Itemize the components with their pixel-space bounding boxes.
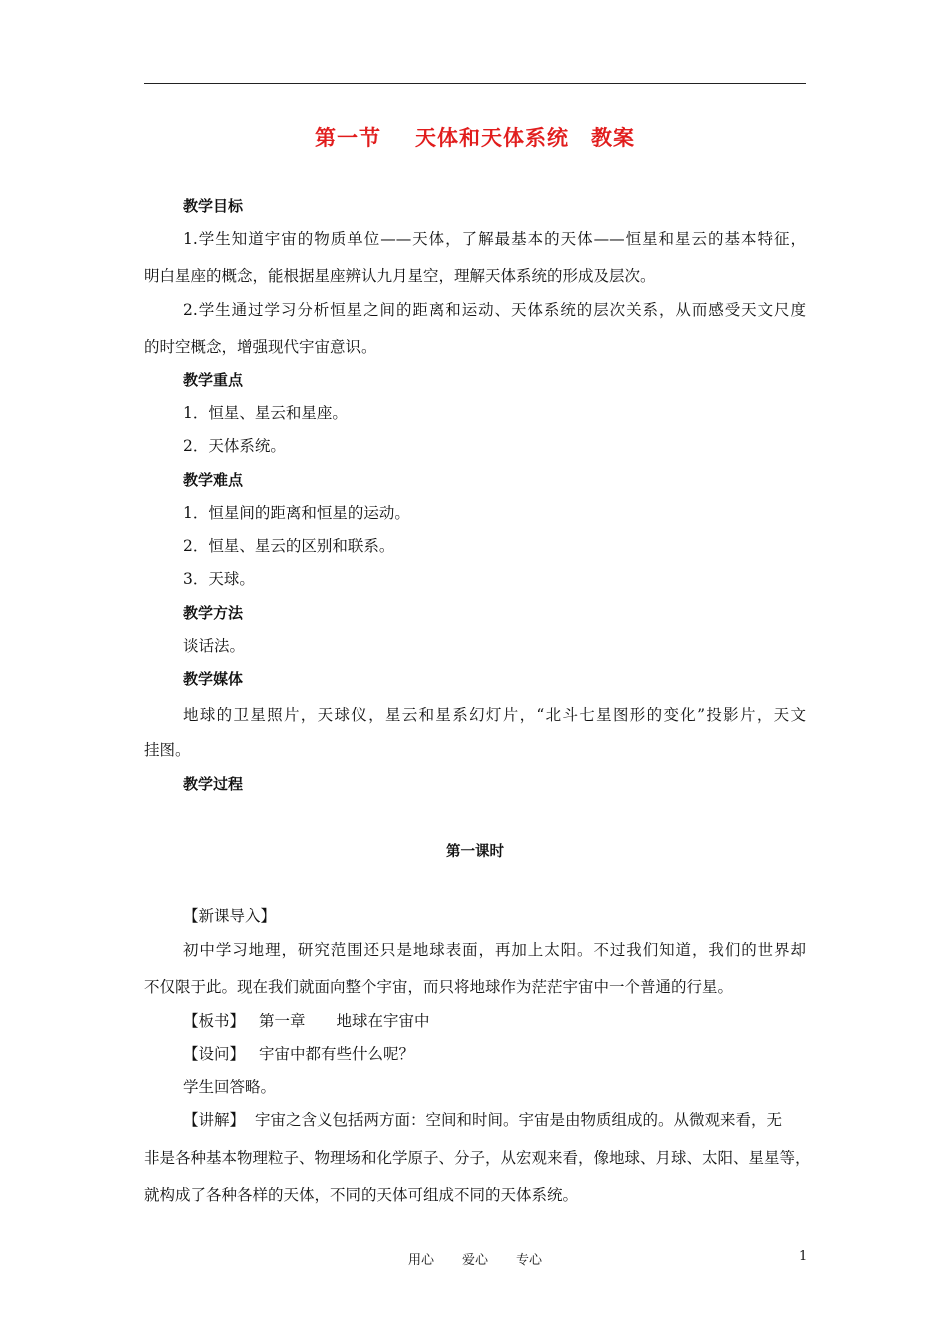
intro-tag: 【新课导入】 (183, 907, 277, 925)
goals-item2-line2: 的时空概念，增强现代宇宙意识。 (144, 338, 377, 356)
media-line2: 挂图。 (144, 741, 191, 759)
page-footer (0, 1249, 950, 1268)
board-line (183, 1011, 430, 1031)
question-line (183, 1044, 414, 1064)
lesson-heading: 第一课时 (446, 844, 504, 860)
title-section: 第一节 (315, 126, 381, 150)
media-line1: 地球的卫星照片，天球仪，星云和星系幻灯片，“北斗七星图形的变化”投影片，天文 (183, 706, 806, 724)
page-number: 1 (799, 1249, 808, 1264)
method-text: 谈话法。 (183, 637, 246, 655)
board-tag: 【板书】 (183, 1012, 246, 1030)
page-title (0, 122, 950, 152)
intro-line2: 不仅限于此。现在我们就面向整个宇宙，而只将地球作为茫茫宇宙中一个普通的行星。 (144, 978, 734, 996)
lecture-line2: 非是各种基本物理粒子、物理场和化学原子、分子，从宏观来看，像地球、月球、太阳、星星等， (144, 1149, 811, 1167)
lecture-line1 (183, 1110, 806, 1130)
key-point-item: 1．恒星、星云和星座。 (183, 404, 348, 422)
question-tag: 【设问】 (183, 1045, 246, 1063)
key-points-heading: 教学重点 (183, 371, 244, 389)
method-heading: 教学方法 (183, 604, 244, 622)
footer-word: 爱心 (461, 1253, 488, 1268)
footer-word: 专心 (516, 1253, 543, 1268)
difficulty-item: 1．恒星间的距离和恒星的运动。 (183, 504, 410, 522)
lecture-line3: 就构成了各种各样的天体，不同的天体可组成不同的天体系统。 (144, 1186, 579, 1204)
lecture-text: 宇宙之含义包括两方面：空间和时间。宇宙是由物质组成的。从微观来看，无 (255, 1111, 783, 1129)
goals-item1-line2: 明白星座的概念，能根据星座辨认九月星空，理解天体系统的形成及层次。 (144, 267, 656, 285)
goals-heading: 教学目标 (183, 197, 244, 215)
board-text: 第一章 地球在宇宙中 (259, 1012, 430, 1030)
question-text: 宇宙中都有些什么呢？ (259, 1045, 415, 1063)
answer-text: 学生回答略。 (183, 1078, 277, 1096)
intro-line1: 初中学习地理，研究范围还只是地球表面，再加上太阳。不过我们知道，我们的世界却 (183, 941, 806, 959)
process-heading: 教学过程 (183, 775, 244, 793)
lecture-tag: 【讲解】 (183, 1111, 246, 1129)
title-type: 教案 (591, 126, 635, 150)
difficulties-heading: 教学难点 (183, 471, 244, 489)
title-topic: 天体和天体系统 (415, 126, 569, 150)
header-rule (144, 83, 806, 84)
difficulty-item: 2．恒星、星云的区别和联系。 (183, 537, 395, 555)
goals-item2-line1: 2.学生通过学习分析恒星之间的距离和运动、天体系统的层次关系，从而感受天文尺度 (183, 301, 806, 319)
difficulty-item: 3．天球。 (183, 570, 255, 588)
footer-word: 用心 (407, 1253, 434, 1268)
media-heading: 教学媒体 (183, 670, 244, 688)
goals-item1-line1: 1.学生知道宇宙的物质单位——天体，了解最基本的天体——恒星和星云的基本特征， (183, 230, 806, 248)
key-point-item: 2．天体系统。 (183, 437, 286, 455)
